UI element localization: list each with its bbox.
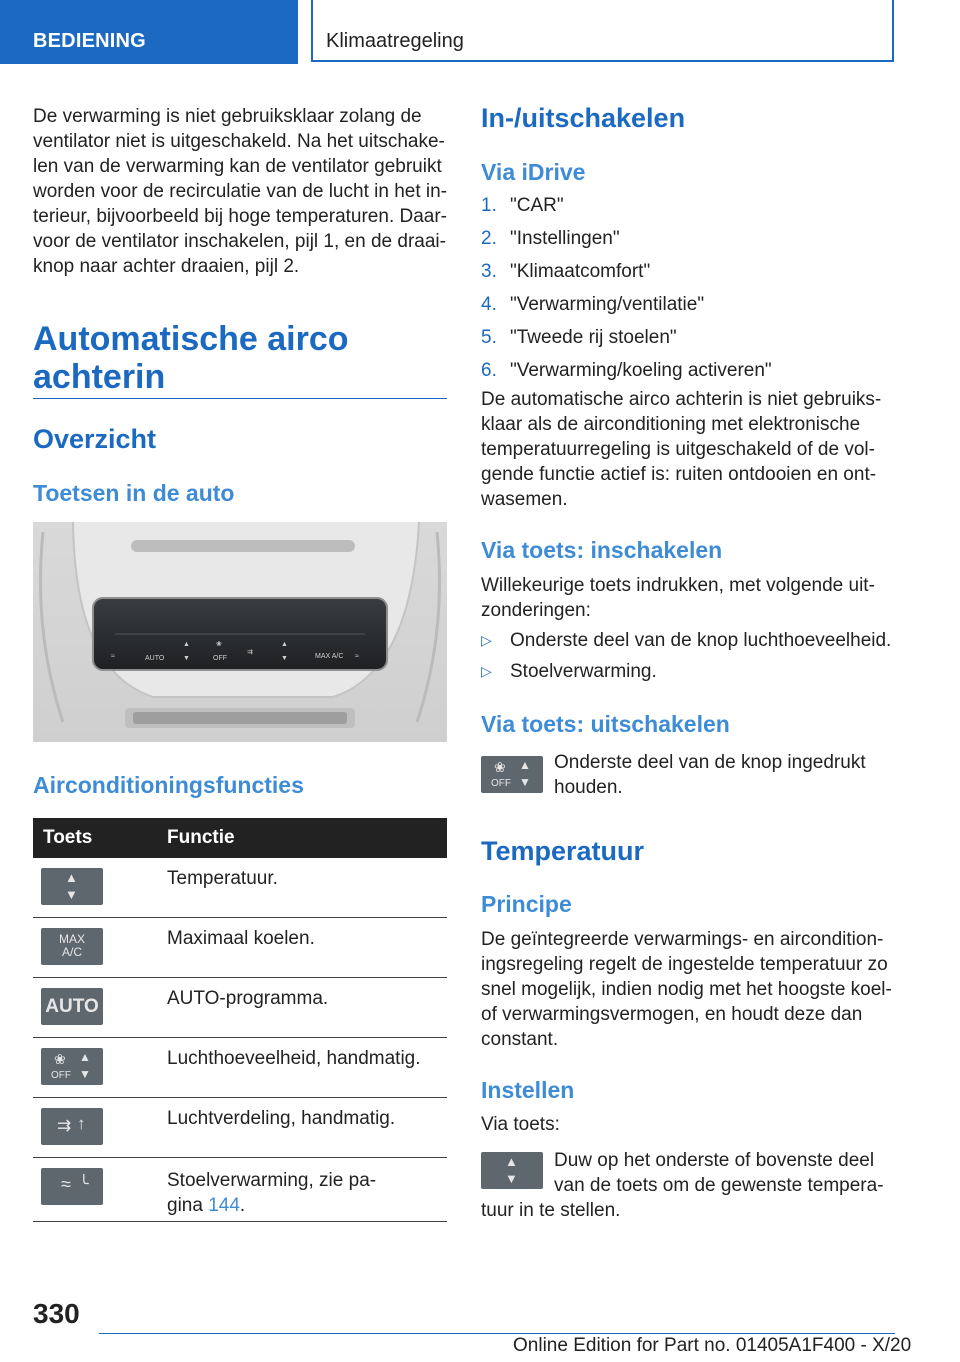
svg-text:MAX A/C: MAX A/C: [315, 653, 344, 660]
idrive-heading: Via iDrive: [481, 159, 586, 185]
step-number: 4.: [481, 294, 497, 315]
text-line: klaar als de airconditioning met elektronische: [481, 414, 861, 435]
text-line: temperatuurregeling is uitgeschakeld of de vol-: [481, 439, 875, 460]
title-divider: [33, 398, 447, 399]
principle-text: [481, 927, 921, 1052]
set-text-end: tuur in te stellen.: [481, 1200, 621, 1221]
auto-icon: [41, 988, 103, 1025]
edition-text: Online Edition for Part no. 01405A1F400 - X/20: [513, 1335, 912, 1356]
keys-heading: Toetsen in de auto: [33, 480, 235, 506]
table-row: [33, 1157, 447, 1221]
table-row: [33, 858, 447, 917]
table-row: [33, 1037, 447, 1097]
step-text: "Instellingen": [510, 228, 620, 249]
list-item: [481, 661, 921, 687]
function-text: Temperatuur.: [167, 868, 278, 889]
text-line: constant.: [481, 1029, 559, 1050]
functions-table: [33, 818, 447, 1222]
set-text: [554, 1148, 914, 1198]
temperature-arrows-icon: ▲ ▼: [481, 1152, 543, 1189]
title-line: Automatische airco: [33, 320, 349, 358]
switch-off-heading: Via toets: uitschakelen: [481, 711, 730, 737]
function-text: Luchtverdeling, handmatig.: [167, 1107, 396, 1129]
column-header-key: Toets: [33, 818, 167, 858]
principle-heading: Principe: [481, 891, 572, 917]
bullet-text: Stoelverwarming.: [510, 661, 657, 682]
text-line: De geïntegreerde verwarmings- en aircondition-: [481, 929, 884, 950]
function-text-tail: .: [239, 1194, 246, 1216]
seat-heating-icon: ≈ ╰: [41, 1168, 103, 1205]
bullet-text: Onderste deel van de knop luchthoeveelheid.: [510, 630, 892, 651]
text-line: De automatische airco achterin is niet gebruiks-: [481, 389, 882, 410]
table-row: [33, 1097, 447, 1157]
text-line: ventilator niet is uitgeschakeld. Na het uitschake-: [33, 131, 445, 152]
text-line: ingsregeling regelt de ingestelde temperatuur zo: [481, 954, 888, 975]
text-line: voor de ventilator inschakelen, pijl 1, en de draai-: [33, 231, 446, 252]
function-text-line: gina: [167, 1194, 209, 1216]
step-number: 2.: [481, 228, 497, 249]
text-line: terieur, bijvoorbeeld bij hoge temperaturen. Daar-: [33, 206, 448, 227]
svg-text:▼: ▼: [183, 655, 190, 662]
text-line: of verwarmingsvermogen, en houdt deze dan: [481, 1004, 863, 1025]
function-text: Maximaal koelen.: [167, 927, 315, 949]
step-number: 5.: [481, 327, 497, 348]
text-line: houden.: [554, 777, 623, 798]
switch-off-text: [554, 750, 914, 800]
onoff-heading: In-/uitschakelen: [481, 103, 686, 133]
function-text: AUTO-programma.: [167, 987, 329, 1009]
page-number: 330: [33, 1298, 80, 1329]
text-line: worden voor de recirculatie van de lucht in het in-: [33, 181, 448, 202]
functions-heading: Airconditioningsfuncties: [33, 772, 304, 798]
svg-text:❀: ❀: [216, 641, 222, 648]
chapter-tab: [311, 0, 894, 62]
text-line: Onderste deel van de knop ingedrukt: [554, 752, 866, 773]
section-title: BEDIENING: [33, 30, 146, 52]
list-item: [481, 630, 921, 656]
text-line: zonderingen:: [481, 600, 591, 621]
switch-on-heading: Via toets: inschakelen: [481, 537, 723, 563]
temperature-heading: Temperatuur: [481, 836, 645, 866]
fan-off-icon-label: OFF: [491, 778, 511, 789]
svg-text:⇉: ⇉: [247, 649, 253, 656]
function-text: [167, 1158, 447, 1218]
text-line: De verwarming is niet gebruiksklaar zolang de: [33, 106, 422, 127]
switch-on-text: [481, 573, 921, 623]
idrive-steps: [481, 195, 921, 381]
footer-divider: [99, 1333, 895, 1334]
auto-icon-label: AUTO: [45, 995, 99, 1017]
control-panel-photo: [33, 522, 447, 742]
chapter-title: Klimaatregeling: [326, 30, 464, 52]
step-text: "Verwarming/koeling activeren": [510, 360, 772, 381]
temperature-arrows-icon: ▲ ▼: [41, 868, 103, 905]
table-row: [33, 977, 447, 1037]
fan-off-icon: ❀ OFF ▲ ▼: [41, 1048, 103, 1085]
fan-off-icon: ❀ OFF ▲ ▼: [481, 756, 543, 793]
svg-text:▲: ▲: [281, 641, 288, 648]
svg-text:AUTO: AUTO: [145, 655, 165, 662]
text-line: Willekeurige toets indrukken, met volgende uit-: [481, 575, 875, 596]
svg-text:OFF: OFF: [213, 655, 227, 662]
fan-off-icon-label: OFF: [51, 1069, 71, 1081]
idrive-note: [481, 387, 921, 512]
step-text: "Klimaatcomfort": [510, 261, 651, 282]
page-title: [33, 320, 349, 396]
set-intro: Via toets:: [481, 1114, 560, 1135]
triangle-bullet-icon: ▷: [481, 632, 492, 648]
intro-paragraph: [33, 104, 453, 279]
step-number: 3.: [481, 261, 497, 282]
svg-text:≈: ≈: [355, 653, 359, 660]
text-line: wasemen.: [481, 489, 568, 510]
svg-text:▼: ▼: [281, 655, 288, 662]
text-line: van de toets om de gewenste tempera-: [554, 1175, 884, 1196]
page-link[interactable]: 144: [208, 1194, 240, 1216]
table-header-row: [33, 818, 447, 858]
text-line: gende functie actief is: ruiten ontdooien en ont-: [481, 464, 877, 485]
set-heading: Instellen: [481, 1077, 575, 1103]
text-line: knop naar achter draaien, pijl 2.: [33, 256, 300, 277]
triangle-bullet-icon: ▷: [481, 663, 492, 679]
step-text: "Tweede rij stoelen": [510, 327, 677, 348]
text-line: snel mogelijk, indien nodig met het hoogste koel-: [481, 979, 892, 1000]
text-line: Duw op het onderste of bovenste deel: [554, 1150, 875, 1171]
section-tab: [0, 0, 298, 64]
max-ac-icon: [41, 928, 103, 965]
max-ac-icon-label: MAX A/C: [58, 931, 85, 959]
table-row: [33, 917, 447, 977]
step-text: "Verwarming/ventilatie": [510, 294, 705, 315]
title-line: achterin: [33, 358, 166, 396]
overview-heading: Overzicht: [33, 424, 157, 454]
step-text: "CAR": [510, 195, 564, 216]
svg-text:▲: ▲: [183, 641, 190, 648]
svg-text:≈: ≈: [111, 653, 115, 660]
function-text: Luchthoeveelheid, handmatig.: [167, 1047, 421, 1069]
function-text-line: Stoelverwarming, zie pa-: [167, 1169, 377, 1191]
text-line: len van de verwarming kan de ventilator gebruikt: [33, 156, 442, 177]
step-number: 6.: [481, 360, 497, 381]
column-header-function: Functie: [167, 818, 447, 858]
step-number: 1.: [481, 195, 497, 216]
air-distribution-icon: ⇉ ↑: [41, 1108, 103, 1145]
